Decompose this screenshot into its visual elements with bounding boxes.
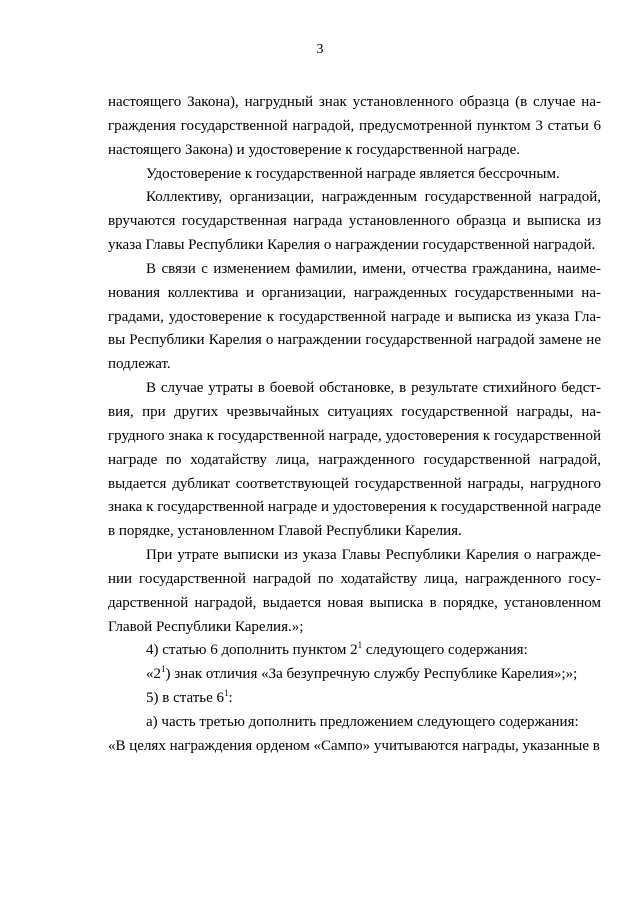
item-4-superscript: 1 — [357, 640, 363, 651]
item-5 — [108, 687, 601, 711]
item-5a-continuation: «В целях награждения орденом «Сампо» учитываются награды, указанные в — [108, 737, 600, 754]
paragraph-2: Удостоверение к государственной награде является бессрочным. — [146, 165, 560, 182]
item-5-text: 5) в статье 6 — [146, 690, 225, 707]
item-5a: а) часть третью дополнить предложением следующего содержания: — [146, 713, 579, 730]
paragraph-5: В случае утраты в боевой обстановке, в результате стихийного бедствия, при других чрезвычайных ситуациях государственной награды, нагрудного знака к государственной награде, удостоверения к государственной награде по ходатайству лица, награжденного государственной наградой, выдается дубликат соответствующей государственной награды, нагрудного знака к государственной награде и удостоверения к государственной награде в порядке, установленном Главой Республики Карелия. — [108, 380, 601, 540]
paragraph-4: В связи с изменением фамилии, имени, отчества гражданина, наименования коллектива и организации, награжденных государственными наградами, удостоверение к государственной награде и выписка из указа Главы Республики Карелия о награждении государственной наградой замене не подлежат. — [108, 260, 601, 373]
quote-item — [108, 663, 601, 687]
page-number: 3 — [316, 42, 324, 57]
quote-text-end: ) знак отличия «За безупречную службу Республике Карелия»;»; — [165, 666, 578, 683]
paragraph-1: настоящего Закона), нагрудный знак установленного образца (в случае награждения государственной наградой, предусмотренной пунктом 3 статьи 6 настоящего Закона) и удостоверение к государственной награде. — [108, 94, 601, 158]
item-4 — [108, 639, 601, 663]
quote-text: «2 — [146, 666, 161, 683]
document-body — [108, 91, 601, 759]
paragraph-6: При утрате выписки из указа Главы Республики Карелия о награждении государственной наградой по ходатайству лица, награжденного государственной наградой, выдается новая выписка в порядке, установленном Главой Республики Карелия.»; — [108, 547, 601, 635]
quote-superscript: 1 — [161, 664, 166, 675]
item-5-superscript: 1 — [224, 688, 229, 699]
paragraph-3: Коллективу, организации, награжденным государственной наградой, вручаются государственная награда установленного образца и выписка из указа Главы Республики Карелия о награждении государственной наградой. — [108, 189, 601, 254]
item-4-text: 4) статью 6 дополнить пунктом 2 — [146, 642, 358, 659]
item-4-text-end: следующего содержания: — [362, 642, 528, 659]
item-5-text-end: : — [228, 690, 233, 707]
